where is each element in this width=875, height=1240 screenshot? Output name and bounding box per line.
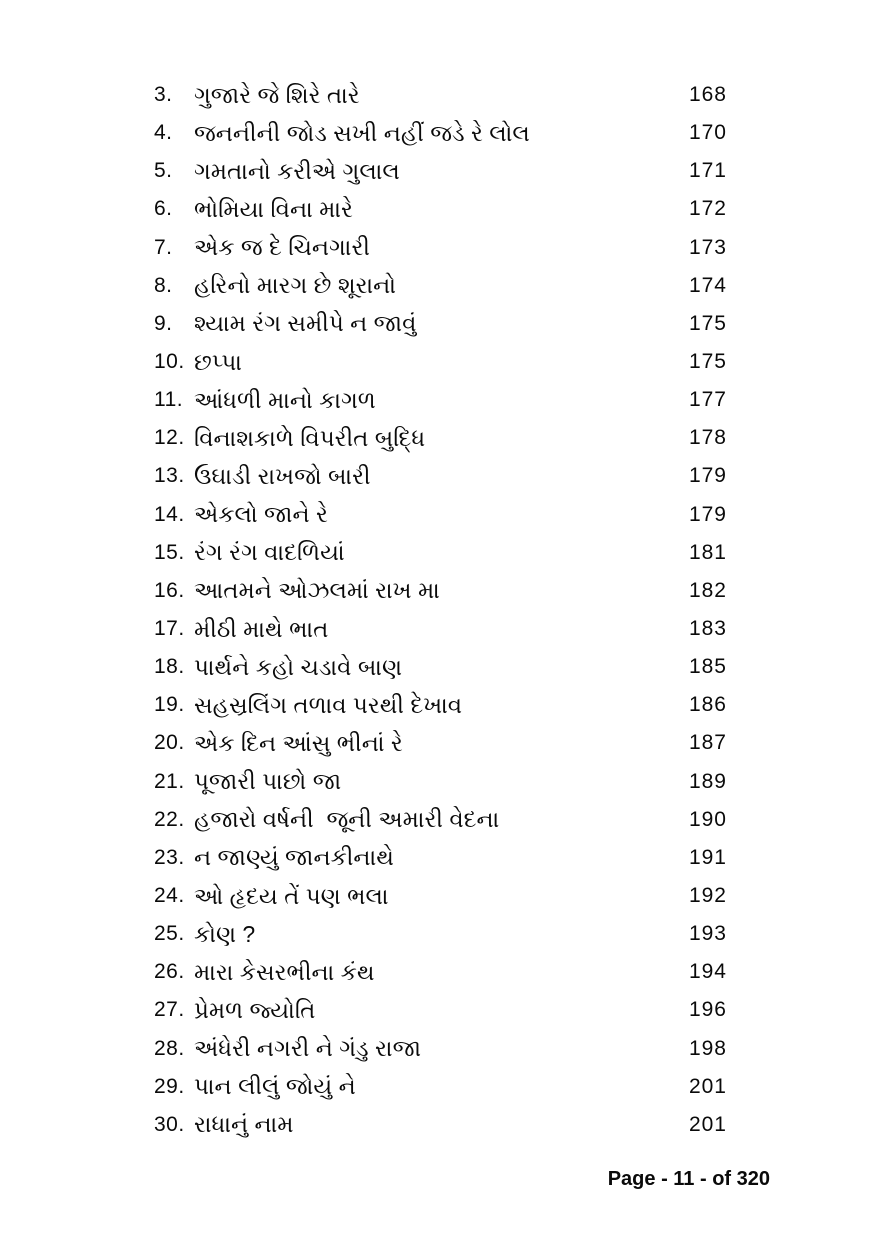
- entry-page-number: 172: [688, 197, 727, 221]
- entry-page-number: 173: [688, 235, 727, 259]
- entry-title: ગુજારે જે શિરે તારે: [194, 81, 360, 108]
- toc-list: [154, 76, 727, 1144]
- entry-page-number: 168: [688, 83, 727, 107]
- toc-entry: [154, 534, 727, 572]
- entry-page-number: 187: [688, 731, 727, 755]
- entry-page-number: 189: [688, 769, 727, 793]
- toc-entry: [154, 76, 727, 114]
- entry-page-number: 194: [688, 960, 727, 984]
- entry-page-number: 193: [688, 922, 727, 946]
- toc-entry: [154, 457, 727, 495]
- entry-title: પાન લીલું જોયું ને: [194, 1073, 356, 1100]
- toc-entry: [154, 648, 727, 686]
- entry-number: 3.: [154, 83, 173, 107]
- toc-entry: [154, 801, 727, 839]
- entry-page-number: 183: [688, 617, 727, 641]
- entry-number: 23.: [154, 845, 185, 869]
- entry-title: પૂજારી પાછો જા: [194, 768, 342, 795]
- toc-entry: [154, 839, 727, 877]
- entry-number: 9.: [154, 311, 173, 335]
- entry-page-number: 201: [688, 1074, 727, 1098]
- entry-number: 29.: [154, 1074, 185, 1098]
- entry-page-number: 192: [688, 884, 727, 908]
- toc-entry: [154, 343, 727, 381]
- entry-title: સહસ્રલિંગ તળાવ પરથી દેખાવ: [194, 691, 463, 718]
- toc-entry: [154, 877, 727, 915]
- toc-entry: [154, 419, 727, 457]
- entry-page-number: 170: [688, 121, 727, 145]
- toc-entry: [154, 114, 727, 152]
- entry-number: 21.: [154, 769, 185, 793]
- entry-number: 17.: [154, 617, 185, 641]
- entry-title: હજારો વર્ષની જૂની અમારી વેદના: [194, 806, 500, 833]
- toc-entry: [154, 1068, 727, 1106]
- entry-page-number: 174: [688, 273, 727, 297]
- toc-entry: [154, 229, 727, 267]
- toc-entry: [154, 724, 727, 762]
- entry-title: મીઠી માથે ભાત: [194, 615, 329, 642]
- toc-entry: [154, 610, 727, 648]
- toc-entry: [154, 190, 727, 228]
- page-footer: Page - 11 - of 320: [607, 1168, 770, 1190]
- toc-entry: [154, 305, 727, 343]
- entry-title: છપ્પા: [194, 348, 242, 375]
- entry-page-number: 181: [688, 540, 727, 564]
- entry-page-number: 177: [688, 388, 727, 412]
- entry-title: આતમને ઓઝલમાં રાખ મા: [194, 577, 440, 604]
- entry-title: રાધાનું નામ: [194, 1111, 294, 1138]
- entry-number: 6.: [154, 197, 173, 221]
- toc-entry: [154, 572, 727, 610]
- entry-number: 19.: [154, 693, 185, 717]
- entry-page-number: 190: [688, 807, 727, 831]
- entry-number: 12.: [154, 426, 185, 450]
- entry-number: 27.: [154, 998, 185, 1022]
- toc-entry: [154, 953, 727, 991]
- entry-page-number: 191: [688, 845, 727, 869]
- entry-title: હરિનો મારગ છે શૂરાનો: [194, 272, 396, 299]
- entry-title: ગમતાનો કરીએ ગુલાલ: [194, 157, 400, 184]
- entry-number: 22.: [154, 807, 185, 831]
- entry-title: ન જાણ્યું જાનકીનાથે: [194, 844, 394, 871]
- entry-number: 11.: [154, 388, 184, 412]
- entry-title: ભોમિયા વિના મારે: [194, 195, 353, 222]
- entry-title: ઓ હૃદય તેં પણ ભલા: [194, 882, 389, 909]
- toc-entry: [154, 1030, 727, 1068]
- entry-page-number: 175: [688, 350, 727, 374]
- entry-title: અંધેરી નગરી ને ગંડુ રાજા: [194, 1035, 421, 1062]
- entry-number: 5.: [154, 159, 173, 183]
- entry-page-number: 196: [688, 998, 727, 1022]
- entry-number: 30.: [154, 1112, 185, 1136]
- entry-number: 4.: [154, 121, 173, 145]
- entry-title: મારા કેસરભીના કંથ: [194, 958, 375, 985]
- entry-page-number: 178: [688, 426, 727, 450]
- entry-number: 10.: [154, 350, 185, 374]
- entry-page-number: 185: [688, 655, 727, 679]
- entry-number: 20.: [154, 731, 185, 755]
- entry-title: ઉઘાડી રાખજો બારી: [194, 462, 371, 489]
- entry-number: 15.: [154, 540, 185, 564]
- entry-number: 26.: [154, 960, 185, 984]
- entry-number: 13.: [154, 464, 185, 488]
- entry-title: એક દિન આંસુ ભીનાં રે: [194, 729, 403, 756]
- entry-number: 14.: [154, 502, 185, 526]
- entry-page-number: 171: [688, 159, 727, 183]
- entry-title: કોણ ?: [194, 920, 256, 947]
- entry-page-number: 175: [688, 311, 727, 335]
- entry-number: 18.: [154, 655, 185, 679]
- entry-title: શ્યામ રંગ સમીપે ન જાવું: [194, 310, 417, 337]
- entry-page-number: 198: [688, 1036, 727, 1060]
- entry-title: પ્રેમળ જ્યોતિ: [194, 996, 316, 1023]
- toc-entry: [154, 686, 727, 724]
- entry-page-number: 201: [688, 1112, 727, 1136]
- entry-title: આંધળી માનો કાગળ: [194, 386, 376, 413]
- entry-title: એક જ દે ચિનગારી: [194, 234, 370, 261]
- toc-entry: [154, 915, 727, 953]
- entry-title: વિનાશકાળે વિપરીત બુદ્ધિ: [194, 424, 426, 451]
- entry-page-number: 179: [688, 502, 727, 526]
- entry-title: પાર્થને કહો ચડાવે બાણ: [194, 653, 403, 680]
- toc-entry: [154, 1106, 727, 1144]
- entry-number: 8.: [154, 273, 173, 297]
- entry-page-number: 182: [688, 578, 727, 602]
- entry-number: 24.: [154, 884, 185, 908]
- entry-title: એકલો જાને રે: [194, 501, 328, 528]
- entry-number: 25.: [154, 922, 185, 946]
- toc-entry: [154, 152, 727, 190]
- toc-entry: [154, 381, 727, 419]
- toc-entry: [154, 991, 727, 1029]
- entry-number: 7.: [154, 235, 173, 259]
- entry-title: રંગ રંગ વાદળિયાં: [194, 539, 345, 566]
- entry-number: 16.: [154, 578, 185, 602]
- entry-page-number: 186: [688, 693, 727, 717]
- toc-entry: [154, 763, 727, 801]
- entry-number: 28.: [154, 1036, 185, 1060]
- entry-title: જનનીની જોડ સખી નહીં જડે રે લોલ: [194, 119, 530, 146]
- toc-entry: [154, 267, 727, 305]
- entry-page-number: 179: [688, 464, 727, 488]
- toc-entry: [154, 496, 727, 534]
